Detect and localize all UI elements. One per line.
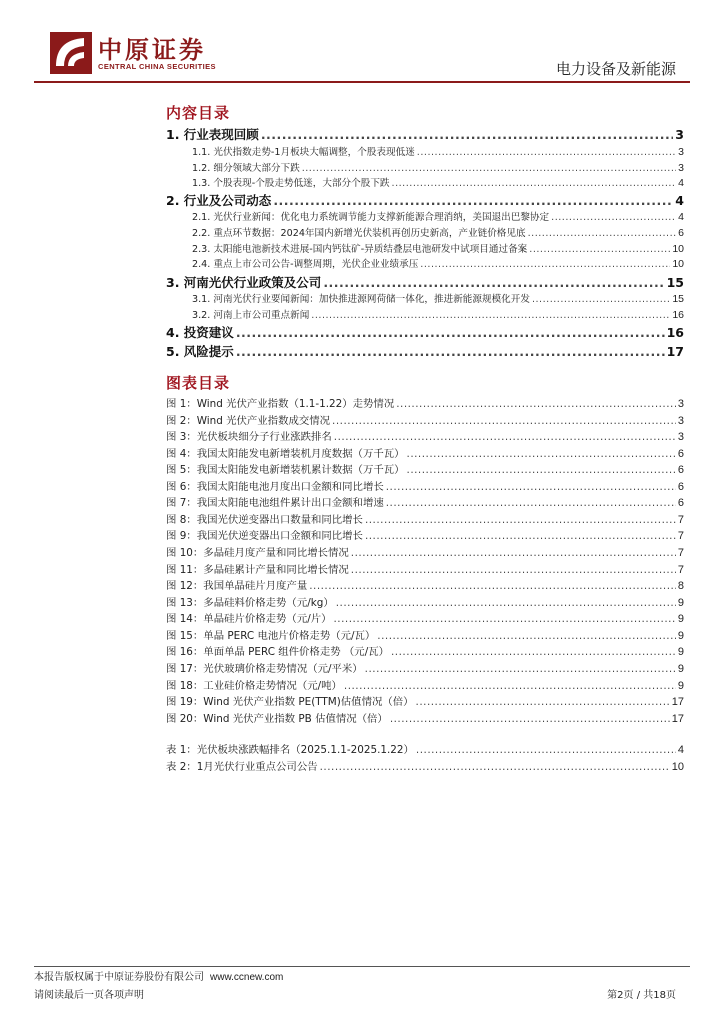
figure-label: 图 20：Wind 光伏产业指数 PB 估值情况（倍） — [166, 713, 388, 725]
figure-list-item[interactable] — [166, 544, 684, 560]
toc-item[interactable] — [192, 175, 684, 190]
figure-label: 图 14：单晶硅片价格走势（元/片） — [166, 613, 332, 625]
toc-item-page: 10 — [672, 243, 684, 255]
toc-item[interactable] — [192, 209, 684, 224]
figure-label: 图 15：单晶 PERC 电池片价格走势（元/瓦） — [166, 630, 376, 642]
figure-list-item[interactable] — [166, 395, 684, 411]
toc-item-label: 2.4. 重点上市公司公告-调整周期，光伏企业业绩承压 — [192, 259, 419, 270]
table-list-item[interactable] — [166, 741, 684, 757]
figure-page: 6 — [677, 497, 684, 509]
figure-list-item[interactable] — [166, 445, 684, 461]
toc-item[interactable] — [192, 225, 684, 240]
figure-label: 图 13：多晶硅料价格走势（元/kg） — [166, 597, 334, 609]
figure-page: 3 — [677, 431, 684, 443]
figure-list-item[interactable] — [166, 428, 684, 444]
toc-item[interactable] — [192, 291, 684, 306]
toc-item-page: 6 — [678, 227, 684, 239]
figure-page: 6 — [677, 481, 684, 493]
toc-item[interactable] — [192, 241, 684, 256]
figure-page: 9 — [677, 613, 684, 625]
report-sector: 电力设备及新能源 — [555, 60, 676, 78]
toc-item-page: 15 — [672, 293, 684, 305]
figure-page: 8 — [677, 580, 684, 592]
figure-label: 图 8：我国光伏逆变器出口数量和同比增长 — [166, 514, 363, 526]
figure-page: 3 — [677, 398, 684, 410]
figure-list-item[interactable] — [166, 627, 684, 643]
figure-page: 7 — [677, 564, 684, 576]
toc-item-label: 3.1. 河南光伏行业要闻新闻：加快推进源网荷储一体化，推进新能源规模化开发 — [192, 294, 530, 305]
toc-item-label: 1.2. 细分领域大部分下跌 — [192, 163, 300, 174]
figure-page: 17 — [671, 696, 684, 708]
figure-page: 3 — [677, 415, 684, 427]
toc-item-label: 4. 投资建议 — [166, 325, 234, 340]
figure-page: 7 — [677, 530, 684, 542]
figure-label: 图 9：我国光伏逆变器出口金额和同比增长 — [166, 530, 363, 542]
copyright-text: 本报告版权属于中原证券股份有限公司 — [34, 972, 204, 983]
header-divider — [34, 81, 690, 83]
company-name-en: CENTRAL CHINA SECURITIES — [98, 62, 216, 71]
figure-list-item[interactable] — [166, 710, 684, 726]
figure-list-item[interactable] — [166, 494, 684, 510]
toc-item[interactable] — [192, 256, 684, 271]
company-logo-icon — [50, 32, 92, 74]
toc-item-label: 5. 风险提示 — [166, 344, 234, 359]
page-number: 第2页 / 共18页 — [607, 990, 676, 1001]
figure-list-item[interactable] — [166, 412, 684, 428]
toc-item[interactable] — [166, 125, 684, 143]
figure-list-item[interactable] — [166, 693, 684, 709]
figure-label: 图 4：我国太阳能发电新增装机月度数据（万千瓦） — [166, 448, 405, 460]
figure-page: 6 — [677, 464, 684, 476]
figure-page: 7 — [677, 514, 684, 526]
table-label: 表 2：1月光伏行业重点公司公告 — [166, 761, 318, 773]
figure-page: 17 — [671, 713, 684, 725]
toc-item-label: 2. 行业及公司动态 — [166, 193, 272, 208]
figure-list-item[interactable] — [166, 478, 684, 494]
table-list-item[interactable] — [166, 758, 684, 774]
figures-title: 图表目录 — [166, 374, 231, 392]
toc-item-page: 3 — [678, 146, 684, 158]
figure-label: 图 10：多晶硅月度产量和同比增长情况 — [166, 547, 349, 559]
toc-item-label: 1. 行业表现回顾 — [166, 127, 259, 142]
figure-label: 图 19：Wind 光伏产业指数 PE(TTM)估值情况（倍） — [166, 696, 414, 708]
toc-item-page: 3 — [678, 162, 684, 174]
toc-item-label: 1.1. 光伏指数走势-1月板块大幅调整，个股表现低迷 — [192, 147, 415, 158]
toc-item-label: 3. 河南光伏行业政策及公司 — [166, 275, 322, 290]
toc-item-page: 4 — [678, 177, 684, 189]
figure-list-item[interactable] — [166, 643, 684, 659]
toc-item-label: 1.3. 个股表现-个股走势低迷，大部分个股下跌 — [192, 178, 390, 189]
toc-item-label: 2.2. 重点环节数据：2024年国内新增光伏装机再创历史新高，产业链价格见底 — [192, 228, 526, 239]
toc-item[interactable] — [166, 342, 684, 360]
footer-disclaimer: 请阅读最后一页各项声明 — [34, 990, 144, 1001]
figure-list-item[interactable] — [166, 577, 684, 593]
figure-list-item[interactable] — [166, 561, 684, 577]
page-header — [0, 0, 724, 86]
toc-item-page: 4 — [678, 211, 684, 223]
toc-item[interactable] — [192, 144, 684, 159]
toc-item-label: 2.3. 太阳能电池新技术进展-国内钙钛矿-异质结叠层电池研发中试项目通过备案 — [192, 244, 528, 255]
footer-copyright — [34, 968, 283, 983]
figure-label: 图 11：多晶硅累计产量和同比增长情况 — [166, 564, 349, 576]
toc-item-page: 15 — [666, 275, 684, 290]
table-page: 10 — [671, 761, 684, 773]
figure-list-item[interactable] — [166, 527, 684, 543]
figure-page: 9 — [677, 680, 684, 692]
toc-item-page: 17 — [666, 344, 684, 359]
figure-list-item[interactable] — [166, 610, 684, 626]
figure-list-item[interactable] — [166, 461, 684, 477]
figure-label: 图 7：我国太阳能电池组件累计出口金额和增速 — [166, 497, 384, 509]
table-label: 表 1：光伏板块涨跌幅排名（2025.1.1-2025.1.22） — [166, 744, 414, 756]
figure-page: 9 — [677, 663, 684, 675]
figure-label: 图 17：光伏玻璃价格走势情况（元/平米） — [166, 663, 363, 675]
toc-item-page: 16 — [672, 309, 684, 321]
toc-item-page: 10 — [672, 258, 684, 270]
figure-label: 图 12：我国单晶硅片月度产量 — [166, 580, 308, 592]
toc-item-page: 3 — [675, 127, 684, 142]
figure-list-item[interactable] — [166, 511, 684, 527]
toc-item[interactable] — [192, 160, 684, 175]
figure-page: 9 — [677, 646, 684, 658]
website-link[interactable]: www.ccnew.com — [210, 972, 284, 983]
figure-label: 图 2：Wind 光伏产业指数成交情况 — [166, 415, 331, 427]
toc-item[interactable] — [166, 273, 684, 291]
toc-item-page: 4 — [675, 193, 684, 208]
figure-list-item[interactable] — [166, 594, 684, 610]
figure-label: 图 16：单面单晶 PERC 组件价格走势 （元/瓦） — [166, 646, 389, 658]
toc-item-label: 2.1. 光伏行业新闻：优化电力系统调节能力支撑新能源合理消纳，美国退出巴黎协定 — [192, 212, 550, 223]
table-page: 4 — [677, 744, 684, 756]
footer-divider — [34, 966, 690, 967]
figure-list-item[interactable] — [166, 677, 684, 693]
figure-label: 图 1：Wind 光伏产业指数（1.1-1.22）走势情况 — [166, 398, 395, 410]
toc-item-page: 16 — [666, 325, 684, 340]
toc-item-label: 3.2. 河南上市公司重点新闻 — [192, 310, 310, 321]
company-name-cn: 中原证券 — [98, 35, 206, 64]
figure-page: 9 — [677, 630, 684, 642]
toc-item[interactable] — [166, 191, 684, 209]
figure-list-item[interactable] — [166, 660, 684, 676]
figure-label: 图 6：我国太阳能电池月度出口金额和同比增长 — [166, 481, 384, 493]
contents-title: 内容目录 — [166, 104, 231, 122]
toc-item[interactable] — [166, 323, 684, 341]
figure-label: 图 3：光伏板块细分子行业涨跌排名 — [166, 431, 332, 443]
figure-label: 图 5：我国太阳能发电新增装机累计数据（万千瓦） — [166, 464, 405, 476]
figure-page: 9 — [677, 597, 684, 609]
toc-item[interactable] — [192, 307, 684, 322]
figure-page: 7 — [677, 547, 684, 559]
figure-label: 图 18：工业硅价格走势情况（元/吨） — [166, 680, 342, 692]
figure-page: 6 — [677, 448, 684, 460]
